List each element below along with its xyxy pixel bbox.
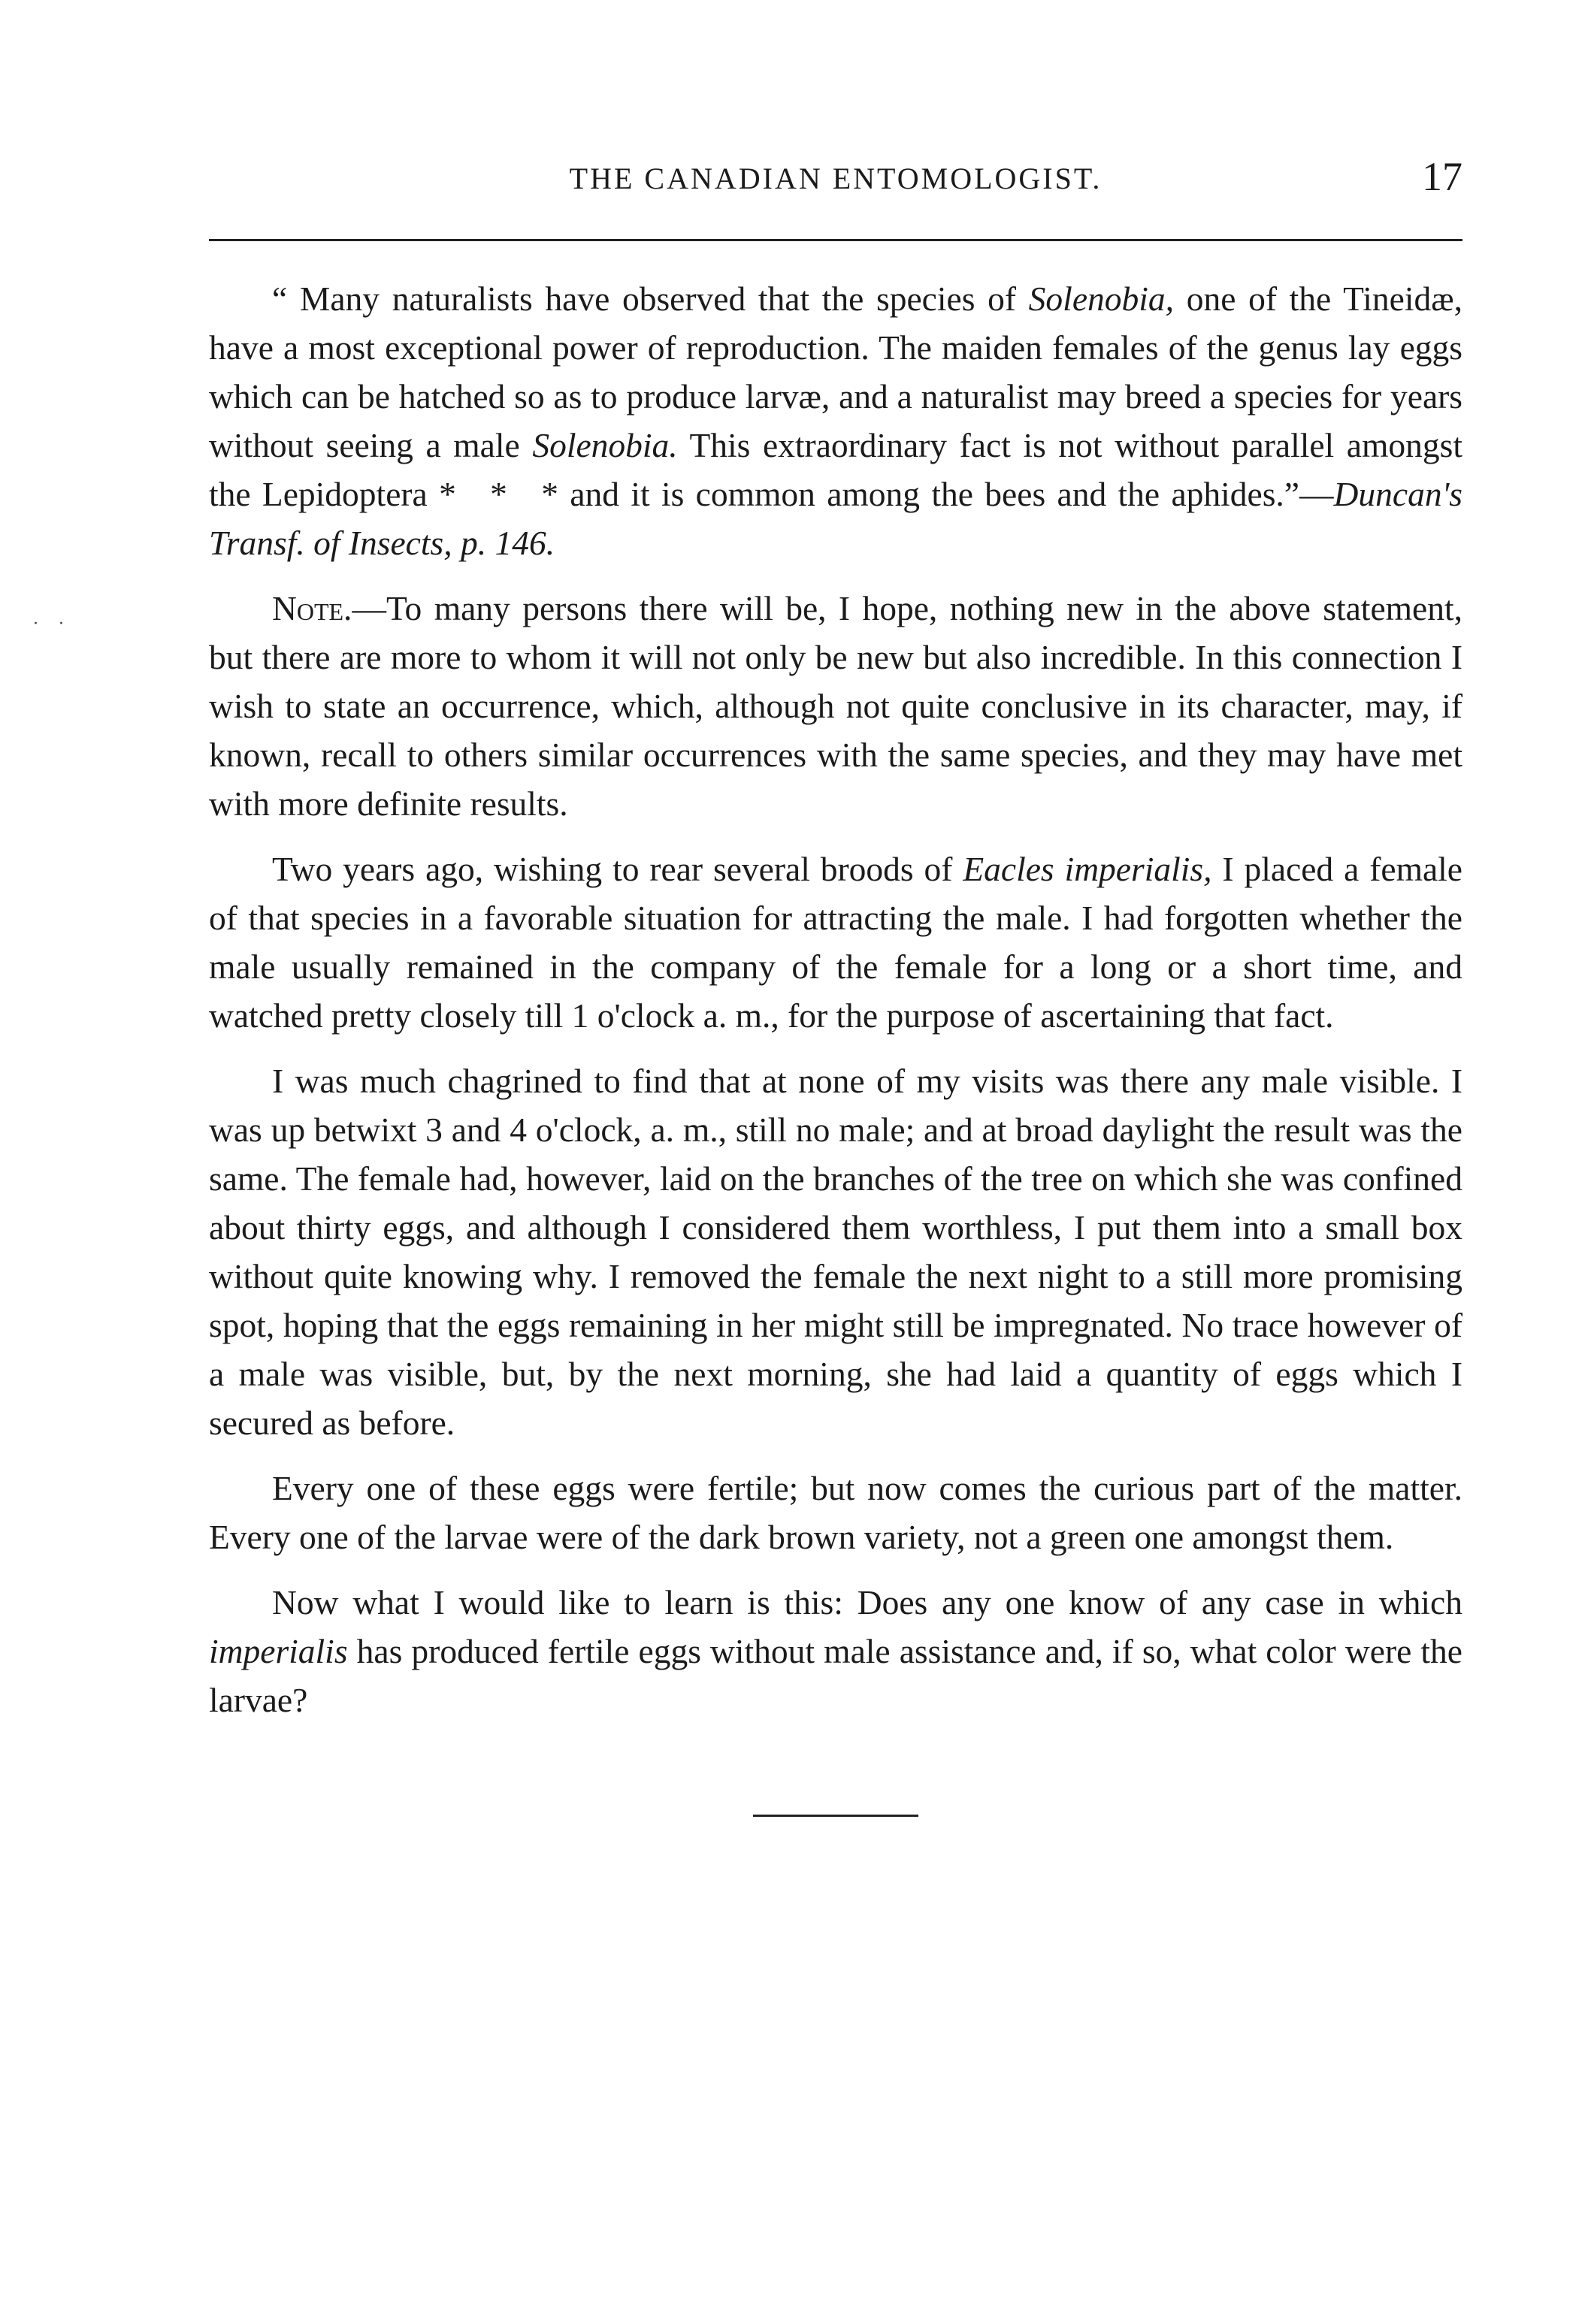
quote-text-2: one of the Tineidæ, have a most exceptional power of reproduction. The maiden females of the genus lay eggs which can be hatched so as to produce larvæ, and a naturalist may breed a species for years without seeing a male [209,280,1462,464]
citation: Duncan's Transf. of Insects, p. 146. [209,475,1463,562]
question-paragraph [209,1578,1462,1724]
header-rule [209,239,1462,241]
margin-specks: · · [33,615,71,633]
note-paragraph [209,584,1462,828]
journal-title: THE CANADIAN ENTOMOLOGIST. [569,162,1103,195]
broods-text-2: I placed a female of that species in a favorable situation for attracting the male. I had forgotten whether the male usually remained in the company of the female for a long or a short time, and watched pretty closely till 1 o'clock a. m., for the purpose of ascertaining that fact. [209,850,1462,1035]
note-label: Note. [272,589,352,627]
genus-name: Solenobia, [1028,280,1175,318]
species-name-2: imperialis [209,1632,348,1670]
quote-text-3: This extraordinary fact is not without parallel amongst the Lepidoptera [209,426,1462,513]
page-number: 17 [1422,154,1462,199]
species-name: Eacles imperialis, [963,850,1212,888]
question-text-1: Now what I would like to learn is this: Does any one know of any case in which [272,1583,1462,1621]
question-text-2: has produced fertile eggs without male assistance and, if so, what color were the larvae? [209,1632,1462,1719]
genus-name-2: Solenobia. [532,426,678,464]
end-rule [753,1815,918,1817]
quote-text-1: “ Many naturalists have observed that the species of [272,280,1029,318]
ellipsis-stars: * * * [439,475,558,513]
chagrined-paragraph: I was much chagrined to find that at none of my visits was there any male visible. I was up betwixt 3 and 4 o'clock, a. m., still no male; and at broad daylight the result was the same. The female had, however, laid on the branches of the tree on which she was confined about thirty eggs, and although I considered them worthless, I put them into a small box without quite knowing why. I removed the female the next night to a still more promising spot, hoping that the eggs remaining in her might still be impregnated. No trace however of a male was visible, but, by the next morning, she had laid a quantity of eggs which I secured as before. [209,1062,1462,1442]
quote-text-4: and it is common among the bees and the aphides.”— [558,475,1334,513]
fertile-paragraph: Every one of these eggs were fertile; but now comes the curious part of the matter. Every one of the larvae were of the dark brown variety, not a green one amongst them. [209,1469,1462,1556]
document-page [209,150,1462,1817]
broods-paragraph [209,845,1462,1040]
broods-text-1: Two years ago, wishing to rear several broods of [272,850,963,888]
note-text: —To many persons there will be, I hope, nothing new in the above statement, but there are more to whom it will not only be new but also incredible. In this connection I wish to state an occurrence, which, although not quite conclusive in its character, may, if known, recall to others similar occurrences with the same species, and they may have met with more definite results. [209,589,1462,823]
quote-paragraph [209,274,1462,567]
running-header [209,150,1462,206]
